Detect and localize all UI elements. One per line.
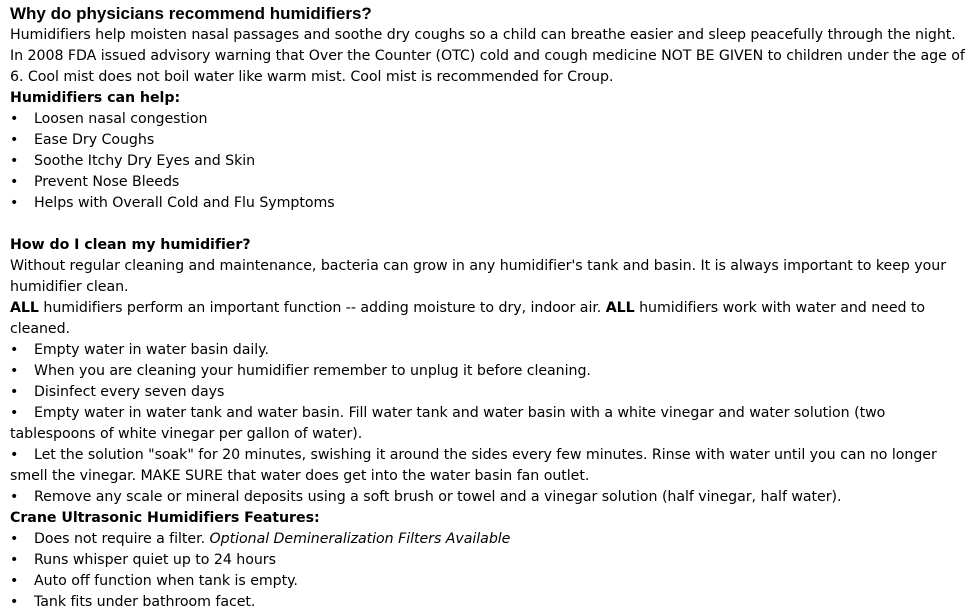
list-item (10, 130, 972, 151)
list-item (10, 592, 972, 613)
all-text: humidifiers work with water and need to cleaned. (10, 300, 926, 337)
all-humidifiers-paragraph (10, 298, 972, 340)
list-item (10, 403, 972, 445)
list-item (10, 151, 972, 172)
list-item-text: Helps with Overall Cold and Flu Symptoms (34, 195, 335, 211)
bullet-icon: • (10, 531, 19, 547)
optional-filters-note: Optional Demineralization Filters Available (209, 531, 511, 547)
list-item-text: Does not require a filter. (34, 531, 210, 547)
list-item (10, 529, 972, 550)
list-item (10, 571, 972, 592)
help-heading: Humidifiers can help: (10, 90, 181, 106)
bullet-icon: • (10, 342, 19, 358)
intro-paragraph: Humidifiers help moisten nasal passages and soothe dry coughs so a child can breathe easier and sleep peacefully through the night. In 2008 FDA issued advisory warning that Over the Counter (OTC) cold and cough medicine NOT BE GIVEN to children under the age of 6. Cool mist does not boil water like warm mist. Cool mist is recommended for Croup. (10, 27, 965, 85)
list-item (10, 109, 972, 130)
all-emphasis: ALL (10, 300, 39, 316)
bullet-icon: • (10, 132, 19, 148)
cleaning-steps-list (10, 340, 972, 508)
bullet-icon: • (10, 447, 19, 463)
list-item-text: Auto off function when tank is empty. (34, 573, 298, 589)
list-item-text: Loosen nasal congestion (34, 111, 208, 127)
list-item (10, 382, 972, 403)
list-item (10, 193, 972, 214)
list-item-text: Ease Dry Coughs (34, 132, 155, 148)
features-heading: Crane Ultrasonic Humidifiers Features: (10, 510, 320, 526)
list-item-text: Disinfect every seven days (34, 384, 225, 400)
list-item-text: Empty water in water tank and water basin. Fill water tank and water basin with a white vinegar and water solution (two tablespoons of white vinegar per gallon of water). (10, 405, 886, 442)
list-item (10, 487, 972, 508)
bullet-icon: • (10, 363, 19, 379)
list-item (10, 361, 972, 382)
page-title: Why do physicians recommend humidifiers? (10, 4, 372, 23)
spacer (10, 214, 972, 235)
list-item-text: Runs whisper quiet up to 24 hours (34, 552, 276, 568)
list-item-text: Empty water in water basin daily. (34, 342, 269, 358)
list-item-text: Tank fits under bathroom facet. (34, 594, 256, 610)
list-item (10, 172, 972, 193)
list-item-text: When you are cleaning your humidifier remember to unplug it before cleaning. (34, 363, 591, 379)
list-item (10, 340, 972, 361)
bullet-icon: • (10, 489, 19, 505)
cleaning-heading: How do I clean my humidifier? (10, 237, 251, 253)
cleaning-intro: Without regular cleaning and maintenance, bacteria can grow in any humidifier's tank and basin. It is always important to keep your humidifier clean. (10, 258, 947, 295)
list-item (10, 550, 972, 571)
list-item-text: Soothe Itchy Dry Eyes and Skin (34, 153, 256, 169)
all-text: humidifiers perform an important function -- adding moisture to dry, indoor air. (38, 300, 606, 316)
bullet-icon: • (10, 384, 19, 400)
list-item (10, 445, 972, 487)
bullet-icon: • (10, 552, 19, 568)
list-item-text: Remove any scale or mineral deposits using a soft brush or towel and a vinegar solution (half vinegar, half water). (34, 489, 842, 505)
bullet-icon: • (10, 174, 19, 190)
features-list (10, 529, 972, 613)
bullet-icon: • (10, 111, 19, 127)
bullet-icon: • (10, 594, 19, 610)
help-list (10, 109, 972, 214)
bullet-icon: • (10, 195, 19, 211)
list-item-text: Let the solution "soak" for 20 minutes, swishing it around the sides every few minutes. Rinse with water until you can no longer smell the vinegar. MAKE SURE that water does get into the water basin fan outlet. (10, 447, 937, 484)
bullet-icon: • (10, 573, 19, 589)
list-item-text: Prevent Nose Bleeds (34, 174, 180, 190)
all-emphasis: ALL (605, 300, 635, 316)
bullet-icon: • (10, 153, 19, 169)
bullet-icon: • (10, 405, 19, 421)
